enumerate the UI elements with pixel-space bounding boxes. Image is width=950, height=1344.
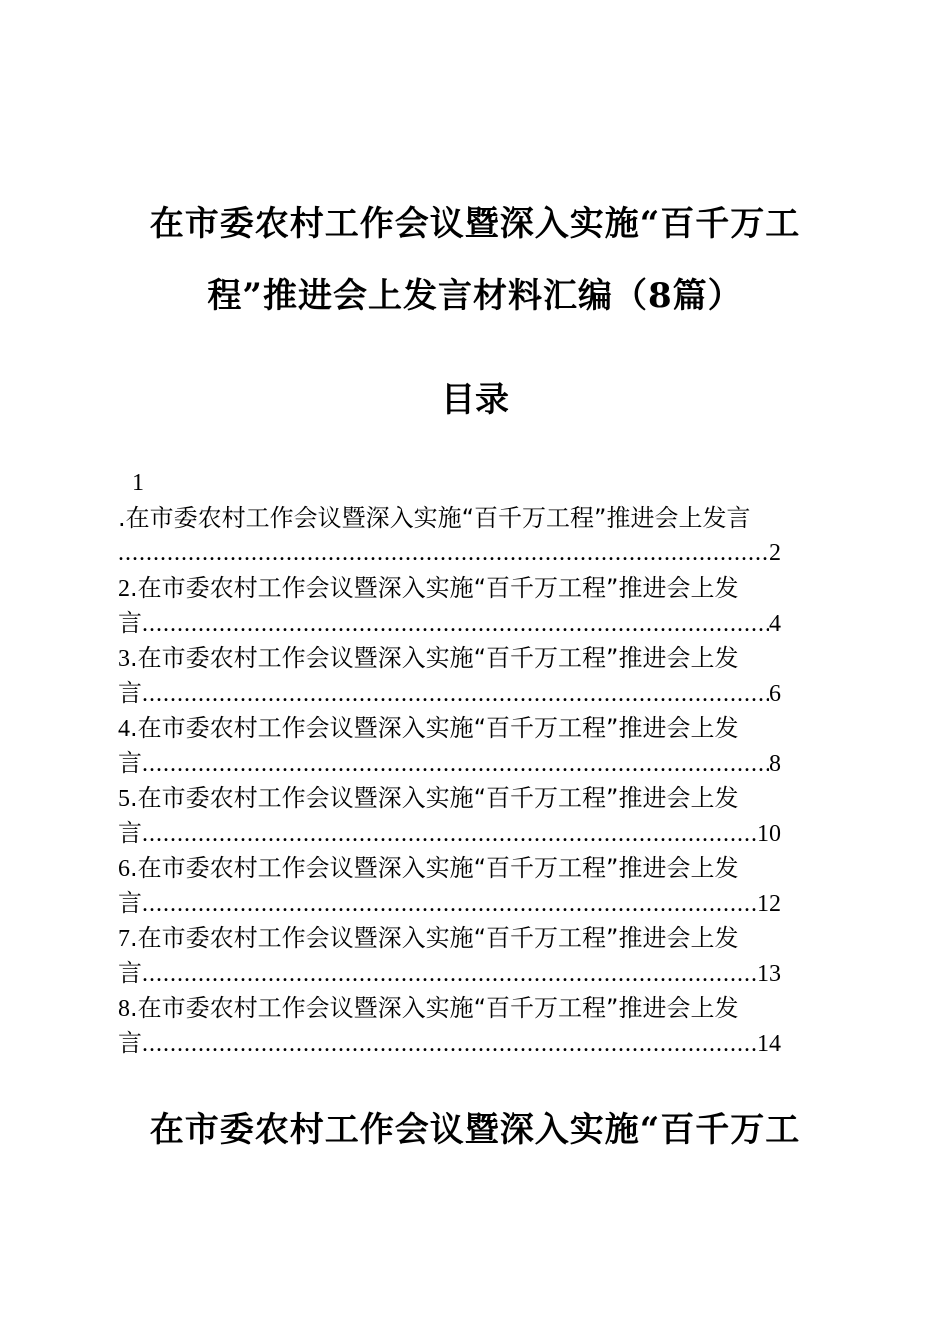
toc-entry-leader[interactable] <box>118 886 823 921</box>
toc-entry-title[interactable] <box>118 921 823 956</box>
toc-entry-title-cont: 言 <box>118 819 142 847</box>
toc-entry-number: 6 <box>118 856 130 882</box>
dot-leader <box>142 887 757 921</box>
toc-page-number: 2 <box>769 540 781 566</box>
next-section-title: 在市委农村工作会议暨深入实施“百千万工 <box>149 1110 801 1150</box>
table-of-contents <box>118 466 823 1061</box>
toc-entry-number: 4 <box>118 716 130 742</box>
toc-page-number: 6 <box>769 681 781 707</box>
toc-entry-title-text: .在市委农村工作会议暨深入实施“百千万工程”推进会上发 <box>130 574 739 602</box>
dot-leader <box>142 607 769 641</box>
dot-leader <box>142 747 769 781</box>
toc-entry-title[interactable] <box>118 571 823 606</box>
dot-leader <box>142 1027 757 1061</box>
toc-entry-title-cont: 言 <box>118 749 142 777</box>
toc-entry-title-cont: 言 <box>118 679 142 707</box>
toc-entry-title-text: .在市委农村工作会议暨深入实施“百千万工程”推进会上发 <box>130 994 739 1022</box>
toc-entry-title-cont: 言 <box>118 1029 142 1057</box>
dot-leader <box>142 677 769 711</box>
toc-entry-title[interactable] <box>118 711 823 746</box>
toc-entry-number: 3 <box>118 646 130 672</box>
toc-entry-title[interactable] <box>118 641 823 676</box>
toc-page-number: 4 <box>769 611 781 637</box>
toc-entry-leader[interactable] <box>118 536 823 571</box>
toc-entry-title[interactable]: .在市委农村工作会议暨深入实施“百千万工程”推进会上发言 <box>118 504 751 532</box>
toc-entry-title-text: .在市委农村工作会议暨深入实施“百千万工程”推进会上发 <box>130 924 739 952</box>
toc-entry-title[interactable] <box>118 991 823 1026</box>
toc-page-number: 10 <box>757 821 781 847</box>
toc-page-number: 8 <box>769 751 781 777</box>
toc-entry-number: 8 <box>118 996 130 1022</box>
toc-entry-title-cont: 言 <box>118 609 142 637</box>
toc-entry-title-text: .在市委农村工作会议暨深入实施“百千万工程”推进会上发 <box>130 714 739 742</box>
document-title-line2: 程”推进会上发言材料汇编（8篇） <box>207 276 743 316</box>
toc-entry-number: 7 <box>118 926 130 952</box>
toc-heading: 目录 <box>441 380 509 420</box>
toc-page-number: 14 <box>757 1031 781 1057</box>
toc-entry-leader[interactable] <box>118 606 823 641</box>
toc-entry-leader[interactable] <box>118 956 823 991</box>
toc-page-number: 12 <box>757 891 781 917</box>
dot-leader <box>118 536 769 571</box>
dot-leader <box>142 817 757 851</box>
toc-entry-leader[interactable] <box>118 816 823 851</box>
toc-entry-leader[interactable] <box>118 676 823 711</box>
toc-entry-title-cont: 言 <box>118 889 142 917</box>
toc-entry-title[interactable] <box>118 781 823 816</box>
toc-entry-number: 1 <box>132 470 144 496</box>
toc-entry-title-text: .在市委农村工作会议暨深入实施“百千万工程”推进会上发 <box>130 644 739 672</box>
toc-entry-title-text: .在市委农村工作会议暨深入实施“百千万工程”推进会上发 <box>130 854 739 882</box>
toc-page-number: 13 <box>757 961 781 987</box>
toc-entry-title-text: .在市委农村工作会议暨深入实施“百千万工程”推进会上发 <box>130 784 739 812</box>
toc-entry-title[interactable] <box>118 851 823 886</box>
document-title-line1: 在市委农村工作会议暨深入实施“百千万工 <box>149 204 801 244</box>
toc-entry-title-cont: 言 <box>118 959 142 987</box>
dot-leader <box>142 957 757 991</box>
toc-entry-leader[interactable] <box>118 1026 823 1061</box>
toc-entry-number: 2 <box>118 576 130 602</box>
toc-entry-number: 5 <box>118 786 130 812</box>
toc-entry-leader[interactable] <box>118 746 823 781</box>
